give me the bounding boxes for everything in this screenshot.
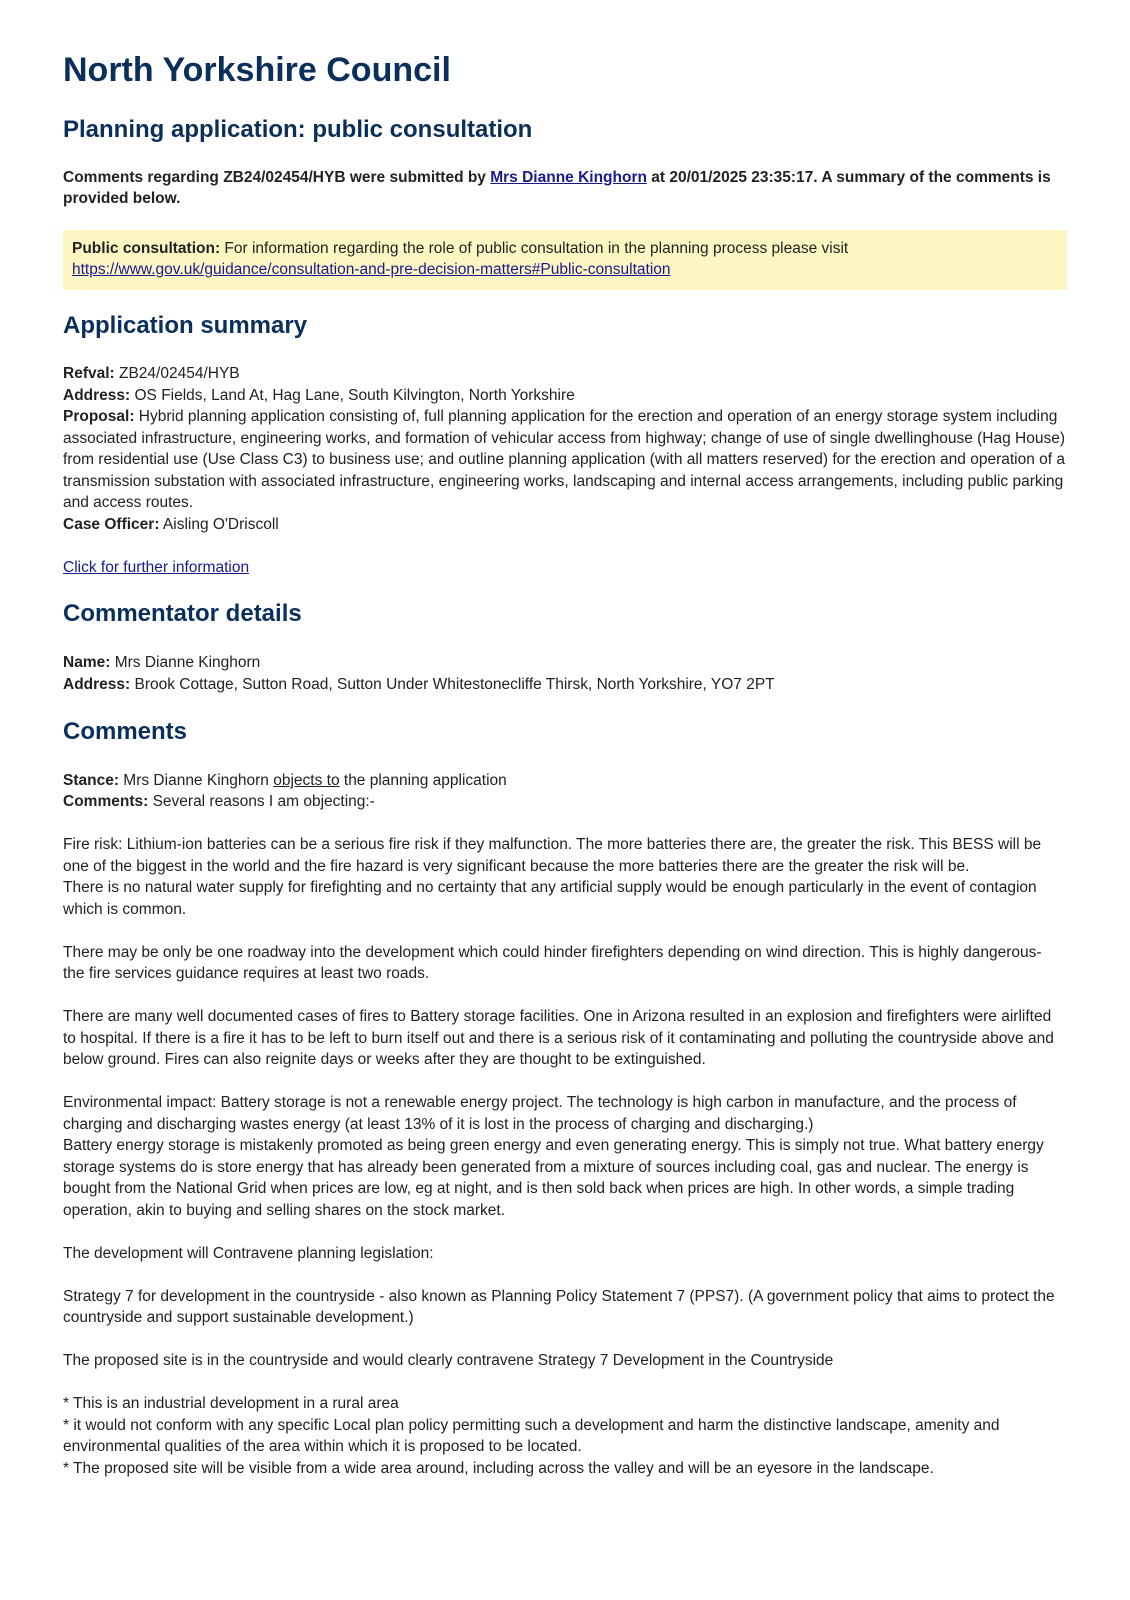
comment-paragraph: * it would not conform with any specific Local plan policy permitting such a development and harm the distinctive landscape, amenity and environmental qualities of the area within which it is proposed to be located.	[63, 1416, 1000, 1456]
commentator-name-row	[63, 652, 1067, 674]
author-link[interactable]: Mrs Dianne Kinghorn	[490, 168, 647, 186]
comment-paragraph: Fire risk: Lithium-ion batteries can be a serious fire risk if they malfunction. The more batteries there are, the greater the risk. This BESS will be one of the biggest in the world and the fire hazard is very significant because the more batteries there are the greater the risk will be.	[63, 836, 1042, 875]
commentator-name-label: Name:	[63, 654, 111, 672]
comments-label: Comments:	[63, 793, 149, 811]
comments-section	[63, 770, 1067, 1480]
notice-label: Public consultation:	[72, 239, 221, 257]
address-label: Address:	[63, 386, 131, 404]
comment-paragraph: The development will Contravene planning legislation:	[63, 1244, 434, 1262]
comment-paragraph: The proposed site is in the countryside and would clearly contravene Strategy 7 Development in the Countryside	[63, 1352, 834, 1370]
intro-suffix: at 20/01/2025 23:35:17. A summary of the comments is provided below.	[63, 168, 1051, 208]
commentator-address-value: Brook Cottage, Sutton Road, Sutton Under Whitestonecliffe Thirsk, North Yorkshire, YO7 2PT	[130, 675, 775, 693]
application-summary-heading: Application summary	[63, 311, 308, 339]
comments-heading: Comments	[63, 718, 188, 746]
refval-value: ZB24/02454/HYB	[114, 365, 240, 383]
proposal-row	[63, 406, 1067, 514]
stance-row	[63, 770, 1067, 792]
page-heading: Planning application: public consultation	[63, 115, 533, 143]
comment-paragraph: * This is an industrial development in a rural area	[63, 1395, 399, 1413]
refval-label: Refval:	[63, 365, 115, 383]
comment-paragraph: * The proposed site will be visible from a wide area around, including across the valley and will be an eyesore in the landscape.	[63, 1459, 934, 1477]
consultation-guidance-link[interactable]: https://www.gov.uk/guidance/consultation-and-pre-decision-matters#Public-consultation	[72, 261, 671, 279]
refval-row	[63, 363, 1067, 385]
commentator-details-heading: Commentator details	[63, 600, 302, 628]
stance-suffix: the planning application	[339, 771, 507, 789]
comment-paragraph: There is no natural water supply for firefighting and no certainty that any artificial supply would be enough particularly in the event of contagion which is common.	[63, 879, 1037, 918]
commentator-name-value: Mrs Dianne Kinghorn	[110, 654, 261, 672]
proposal-value: Hybrid planning application consisting of, full planning application for the erection and operation of an energy storage system including associated infrastructure, engineering works, and formation of vehicular access from highway; change of use of single dwellinghouse (Hag House) from residential use (Use Class C3) to business use; and outline planning application (with all matters reserved) for the erection and operation of a transmission substation with associated infrastructure, engineering works, landscaping and internal access arrangements, including public parking and access routes.	[63, 408, 1066, 512]
case-officer-row	[63, 514, 1067, 536]
comment-paragraph: There may be only be one roadway into the development which could hinder firefighters depending on wind direction. This is highly dangerous- the fire services guidance requires at least two roads.	[63, 943, 1042, 983]
stance-label: Stance:	[63, 771, 119, 789]
further-information-link[interactable]: Click for further information	[63, 558, 250, 576]
public-consultation-notice	[63, 230, 1067, 290]
case-officer-value: Aisling O'Driscoll	[159, 515, 279, 533]
comment-paragraph: There are many well documented cases of fires to Battery storage facilities. One in Arizona resulted in an explosion and firefighters were airlifted to hospital. If there is a fire it has to be left to burn itself out and there is a serious risk of it contaminating and polluting the countryside above and below ground. Fires can also reignite days or weeks after they are thought to be extinguished.	[63, 1008, 1054, 1069]
stance-value: objects to	[273, 771, 340, 789]
comment-paragraph: Battery energy storage is mistakenly promoted as being green energy and even generating energy. This is simply not true. What battery energy storage systems do is store energy that has already been generated from a mixture of sources including coal, gas and nuclear. The energy is bought from the National Grid when prices are low, eg at night, and is then sold back when prices are high. In other words, a simple trading operation, akin to buying and selling shares on the stock market.	[63, 1137, 1044, 1219]
address-row	[63, 385, 1067, 407]
stance-prefix: Mrs Dianne Kinghorn	[119, 771, 274, 789]
commentator-details	[63, 652, 1067, 695]
application-summary	[63, 363, 1067, 578]
comments-row	[63, 791, 1067, 813]
intro-paragraph	[63, 167, 1067, 210]
case-officer-label: Case Officer:	[63, 515, 160, 533]
commentator-address-row	[63, 674, 1067, 696]
comments-intro: Several reasons I am objecting:-	[148, 793, 375, 811]
comment-paragraph: Strategy 7 for development in the countryside - also known as Planning Policy Statement 7 (PPS7). (A government policy that aims to protect the countryside and support sustainable development.)	[63, 1287, 1055, 1327]
comment-paragraph: Environmental impact: Battery storage is not a renewable energy project. The technology is high carbon in manufacture, and the process of charging and discharging wastes energy (at least 13% of it is lost in the process of charging and discharging.)	[63, 1094, 1017, 1133]
proposal-label: Proposal:	[63, 408, 135, 426]
council-title: North Yorkshire Council	[63, 51, 451, 89]
commentator-address-label: Address:	[63, 675, 131, 693]
notice-text: For information regarding the role of public consultation in the planning process please visit	[220, 239, 849, 257]
comment-body	[63, 813, 1067, 1480]
address-value: OS Fields, Land At, Hag Lane, South Kilvington, North Yorkshire	[130, 386, 575, 404]
intro-prefix: Comments regarding ZB24/02454/HYB were submitted by	[63, 168, 491, 186]
